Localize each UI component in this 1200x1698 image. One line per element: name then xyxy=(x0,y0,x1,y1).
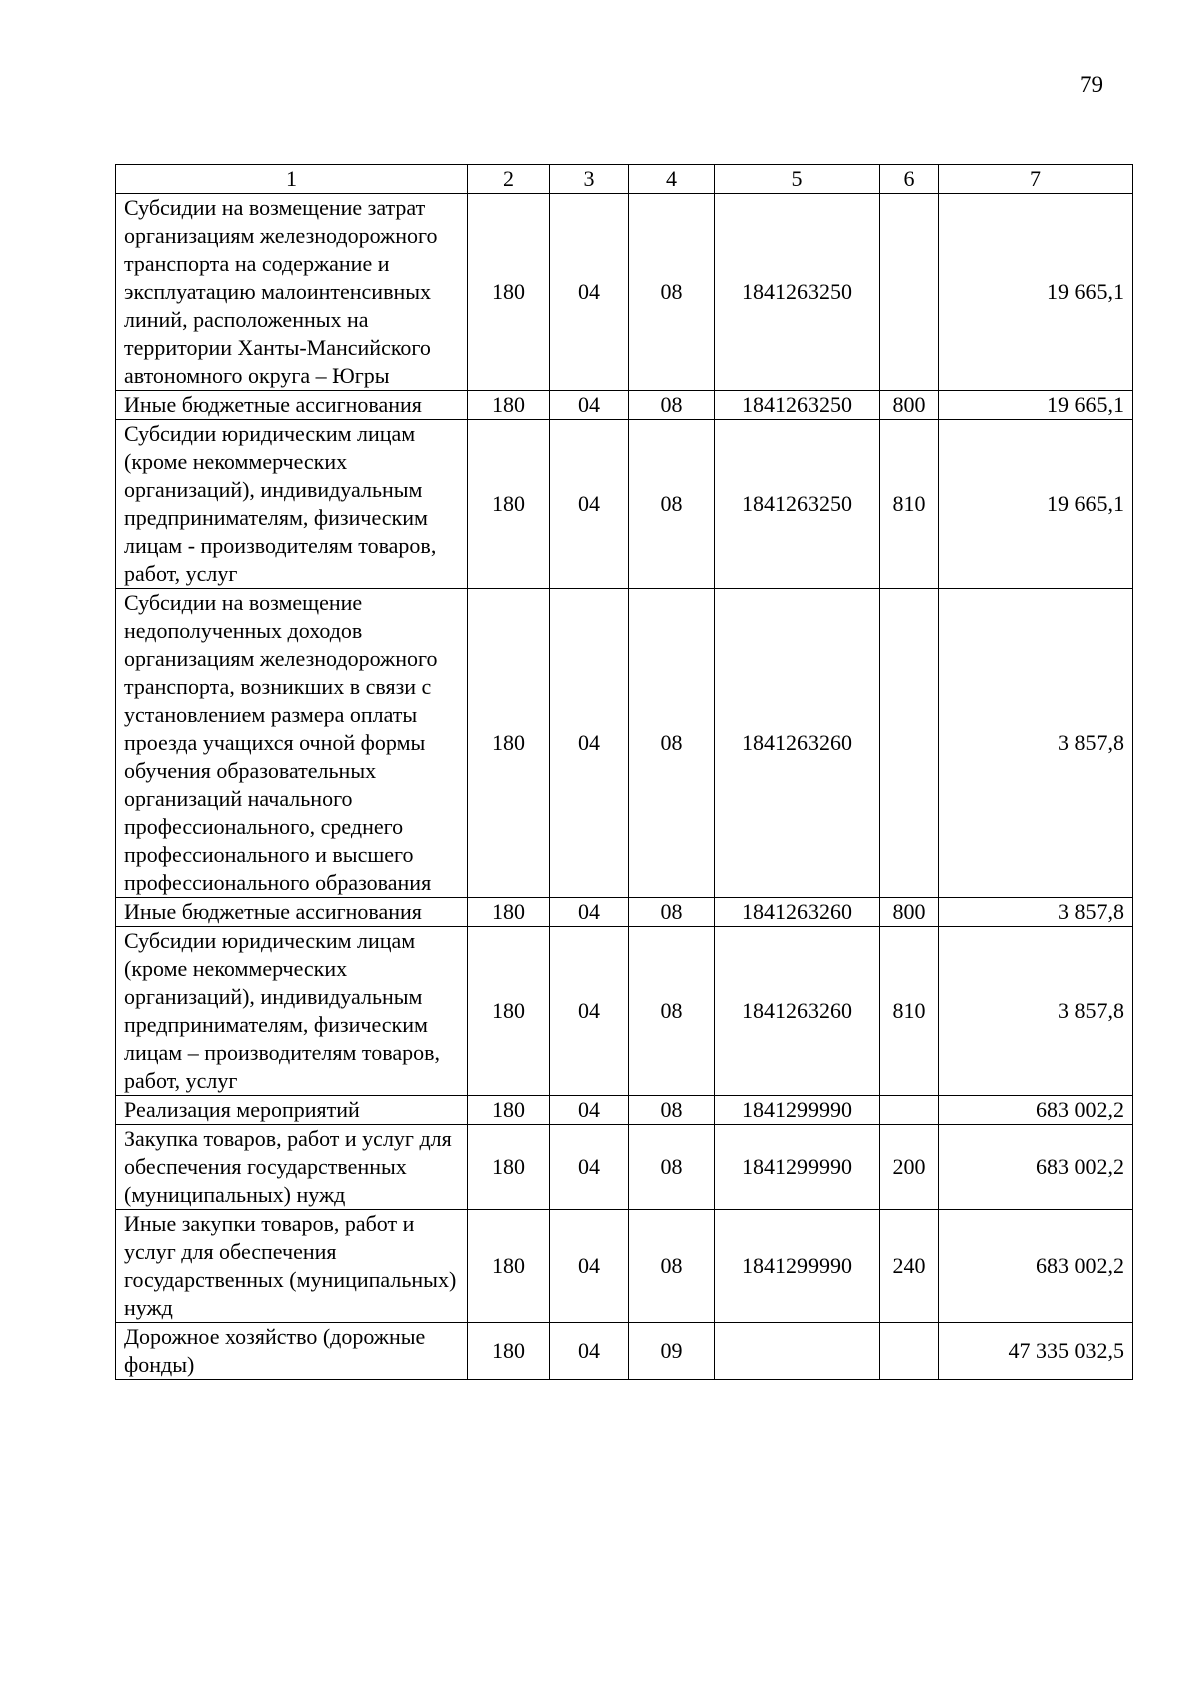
amount-cell: 3 857,8 xyxy=(939,589,1133,898)
section-code-cell: 04 xyxy=(550,1096,629,1125)
subsection-code-cell: 08 xyxy=(629,194,715,391)
expense-type-cell: 800 xyxy=(880,391,939,420)
row-name-cell: Иные закупки товаров, работ и услуг для обеспечения государственных (муниципальных) нужд xyxy=(116,1210,468,1323)
target-article-cell: 1841263250 xyxy=(715,194,880,391)
subsection-code-cell: 08 xyxy=(629,927,715,1096)
target-article-cell: 1841299990 xyxy=(715,1125,880,1210)
row-name-cell: Субсидии юридическим лицам (кроме некоммерческих организаций), индивидуальным предпринимателям, физическим лицам - производителям товаров, работ, услуг xyxy=(116,420,468,589)
row-name-cell: Субсидии на возмещение затрат организациям железнодорожного транспорта на содержание и эксплуатацию малоинтенсивных линий, расположенных на территории Ханты-Мансийского автономного округа – Югры xyxy=(116,194,468,391)
target-article-cell: 1841263260 xyxy=(715,589,880,898)
row-name-cell: Иные бюджетные ассигнования xyxy=(116,898,468,927)
table-body xyxy=(116,194,1133,1380)
column-header: 1 xyxy=(116,165,468,194)
amount-cell: 47 335 032,5 xyxy=(939,1323,1133,1380)
column-header: 4 xyxy=(629,165,715,194)
table-row xyxy=(116,1323,1133,1380)
admin-code-cell: 180 xyxy=(468,1323,550,1380)
column-header: 6 xyxy=(880,165,939,194)
row-name-cell: Закупка товаров, работ и услуг для обеспечения государственных (муниципальных) нужд xyxy=(116,1125,468,1210)
expense-type-cell: 810 xyxy=(880,420,939,589)
admin-code-cell: 180 xyxy=(468,927,550,1096)
admin-code-cell: 180 xyxy=(468,1125,550,1210)
amount-cell: 3 857,8 xyxy=(939,927,1133,1096)
amount-cell: 19 665,1 xyxy=(939,391,1133,420)
subsection-code-cell: 08 xyxy=(629,589,715,898)
table-row xyxy=(116,1096,1133,1125)
target-article-cell: 1841263260 xyxy=(715,927,880,1096)
target-article-cell: 1841263250 xyxy=(715,391,880,420)
expense-type-cell xyxy=(880,1096,939,1125)
amount-cell: 683 002,2 xyxy=(939,1210,1133,1323)
expense-type-cell xyxy=(880,1323,939,1380)
expense-type-cell xyxy=(880,589,939,898)
budget-table xyxy=(115,164,1133,1380)
amount-cell: 683 002,2 xyxy=(939,1125,1133,1210)
table-row xyxy=(116,194,1133,391)
amount-cell: 3 857,8 xyxy=(939,898,1133,927)
amount-cell: 19 665,1 xyxy=(939,194,1133,391)
section-code-cell: 04 xyxy=(550,898,629,927)
table-row xyxy=(116,420,1133,589)
admin-code-cell: 180 xyxy=(468,194,550,391)
row-name-cell: Иные бюджетные ассигнования xyxy=(116,391,468,420)
target-article-cell: 1841263260 xyxy=(715,898,880,927)
expense-type-cell: 240 xyxy=(880,1210,939,1323)
admin-code-cell: 180 xyxy=(468,391,550,420)
table-row xyxy=(116,1210,1133,1323)
column-header: 7 xyxy=(939,165,1133,194)
subsection-code-cell: 08 xyxy=(629,1096,715,1125)
section-code-cell: 04 xyxy=(550,194,629,391)
section-code-cell: 04 xyxy=(550,391,629,420)
table-row xyxy=(116,1125,1133,1210)
target-article-cell: 1841263250 xyxy=(715,420,880,589)
amount-cell: 19 665,1 xyxy=(939,420,1133,589)
subsection-code-cell: 08 xyxy=(629,420,715,589)
target-article-cell: 1841299990 xyxy=(715,1210,880,1323)
page-number: 79 xyxy=(1080,72,1103,97)
table-row xyxy=(116,589,1133,898)
section-code-cell: 04 xyxy=(550,420,629,589)
expense-type-cell xyxy=(880,194,939,391)
header-row xyxy=(116,165,1133,194)
section-code-cell: 04 xyxy=(550,1323,629,1380)
row-name-cell: Субсидии юридическим лицам (кроме некоммерческих организаций), индивидуальным предпринимателям, физическим лицам – производителям товаров, работ, услуг xyxy=(116,927,468,1096)
section-code-cell: 04 xyxy=(550,927,629,1096)
expense-type-cell: 200 xyxy=(880,1125,939,1210)
admin-code-cell: 180 xyxy=(468,589,550,898)
section-code-cell: 04 xyxy=(550,1210,629,1323)
row-name-cell: Дорожное хозяйство (дорожные фонды) xyxy=(116,1323,468,1380)
admin-code-cell: 180 xyxy=(468,1096,550,1125)
table-row xyxy=(116,898,1133,927)
section-code-cell: 04 xyxy=(550,589,629,898)
row-name-cell: Субсидии на возмещение недополученных доходов организациям железнодорожного транспорта, возникших в связи с установлением размера оплаты проезда учащихся очной формы обучения образовательных организаций начального профессионального, среднего профессионального и высшего профессионального образования xyxy=(116,589,468,898)
target-article-cell xyxy=(715,1323,880,1380)
table-row xyxy=(116,927,1133,1096)
subsection-code-cell: 09 xyxy=(629,1323,715,1380)
subsection-code-cell: 08 xyxy=(629,898,715,927)
column-header: 5 xyxy=(715,165,880,194)
amount-cell: 683 002,2 xyxy=(939,1096,1133,1125)
subsection-code-cell: 08 xyxy=(629,1125,715,1210)
subsection-code-cell: 08 xyxy=(629,391,715,420)
admin-code-cell: 180 xyxy=(468,898,550,927)
column-header: 3 xyxy=(550,165,629,194)
target-article-cell: 1841299990 xyxy=(715,1096,880,1125)
admin-code-cell: 180 xyxy=(468,1210,550,1323)
row-name-cell: Реализация мероприятий xyxy=(116,1096,468,1125)
subsection-code-cell: 08 xyxy=(629,1210,715,1323)
expense-type-cell: 810 xyxy=(880,927,939,1096)
admin-code-cell: 180 xyxy=(468,420,550,589)
column-header: 2 xyxy=(468,165,550,194)
table-row xyxy=(116,391,1133,420)
expense-type-cell: 800 xyxy=(880,898,939,927)
section-code-cell: 04 xyxy=(550,1125,629,1210)
